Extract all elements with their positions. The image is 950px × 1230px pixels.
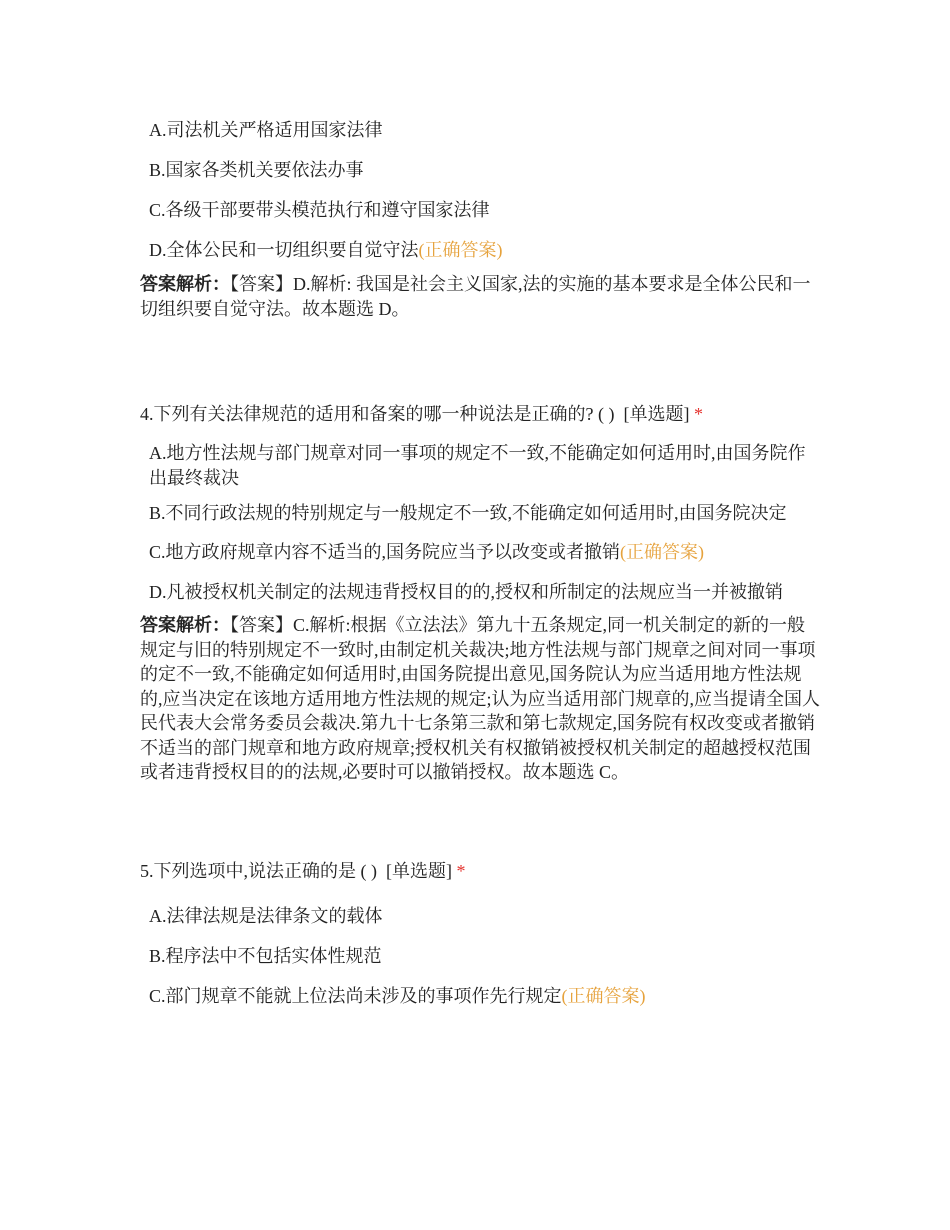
q5-option-a [140, 904, 820, 929]
q4-title-text: 4.下列有关法律规范的适用和备案的哪一种说法是正确的? ( ) [140, 404, 615, 424]
q4-analysis [140, 613, 820, 785]
q3-option-c-text: C.各级干部要带头模范执行和遵守国家法律 [149, 200, 490, 220]
q3-option-b-text: B.国家各类机关要依法办事 [149, 160, 364, 180]
question-4-title [140, 402, 820, 427]
exam-document [140, 118, 820, 1024]
q4-option-a-text: A.地方性法规与部门规章对同一事项的规定不一致,不能确定如何适用时,由国务院作出最终裁决 [149, 443, 806, 488]
q4-option-c [140, 540, 820, 565]
q5-option-a-text: A.法律法规是法律条文的载体 [149, 905, 383, 926]
q4-option-d [140, 580, 820, 605]
q4-type-tag: [单选题] [623, 404, 690, 424]
q4-required-mark: * [693, 404, 703, 424]
q5-type-tag: [单选题] [386, 860, 452, 881]
q3-option-d-text: D.全体公民和一切组织要自觉守法 [149, 240, 419, 260]
q5-option-c [140, 984, 820, 1009]
q4-correct-answer-mark: (正确答案) [620, 542, 705, 562]
question-5-options [140, 904, 820, 1009]
q4-option-b [140, 501, 820, 526]
q4-option-a [140, 441, 820, 491]
q3-option-b [140, 158, 820, 183]
question-4-options [140, 441, 820, 605]
q3-analysis-text: 【答案】D.解析: 我国是社会主义国家,法的实施的基本要求是全体公民和一切组织要自觉守法。故本题选 D。 [140, 274, 811, 319]
q4-option-d-text: D.凡被授权机关制定的法规违背授权目的的,授权和所制定的法规应当一并被撤销 [149, 582, 783, 602]
q3-analysis-label: 答案解析： [140, 274, 230, 294]
q5-option-b-text: B.程序法中不包括实体性规范 [149, 945, 382, 966]
q3-analysis [140, 272, 820, 321]
q5-required-mark: * [456, 860, 466, 881]
q5-option-b [140, 944, 820, 969]
q3-option-c [140, 198, 820, 223]
q4-option-b-text: B.不同行政法规的特别规定与一般规定不一致,不能确定如何适用时,由国务院决定 [149, 503, 787, 523]
q5-title-text: 5.下列选项中,说法正确的是 ( ) [140, 860, 377, 881]
q4-analysis-text: 【答案】C.解析:根据《立法法》第九十五条规定,同一机关制定的新的一般规定与旧的特别规定不一致时,由制定机关裁决;地方性法规与部门规章之间对同一事项的定不一致,不能确定如何适用时,由国务院提出意见,国务院认为应当适用地方性法规的,应当决定在该地方适用地方性法规的规定;认为应当适用部门规章的,应当提请全国人民代表大会常务委员会裁决.第九十七条第三款和第七款规定,国务院有权改变或者撤销不适当的部门规章和地方政府规章;授权机关有权撤销被授权机关制定的超越授权范围或者违背授权目的的法规,必要时可以撤销授权。故本题选 C。 [140, 615, 820, 782]
question-5-title [140, 859, 820, 884]
q3-option-a-text: A.司法机关严格适用国家法律 [149, 120, 383, 140]
q4-option-c-text: C.地方政府规章内容不适当的,国务院应当予以改变或者撤销 [149, 542, 621, 562]
question-3-options [140, 118, 820, 263]
q3-correct-answer-mark: (正确答案) [418, 240, 503, 260]
q5-correct-answer-mark: (正确答案) [561, 985, 646, 1006]
q5-option-c-text: C.部门规章不能就上位法尚未涉及的事项作先行规定 [149, 985, 562, 1006]
q4-analysis-label: 答案解析： [140, 615, 230, 635]
q3-option-d [140, 238, 820, 263]
q3-option-a [140, 118, 820, 143]
